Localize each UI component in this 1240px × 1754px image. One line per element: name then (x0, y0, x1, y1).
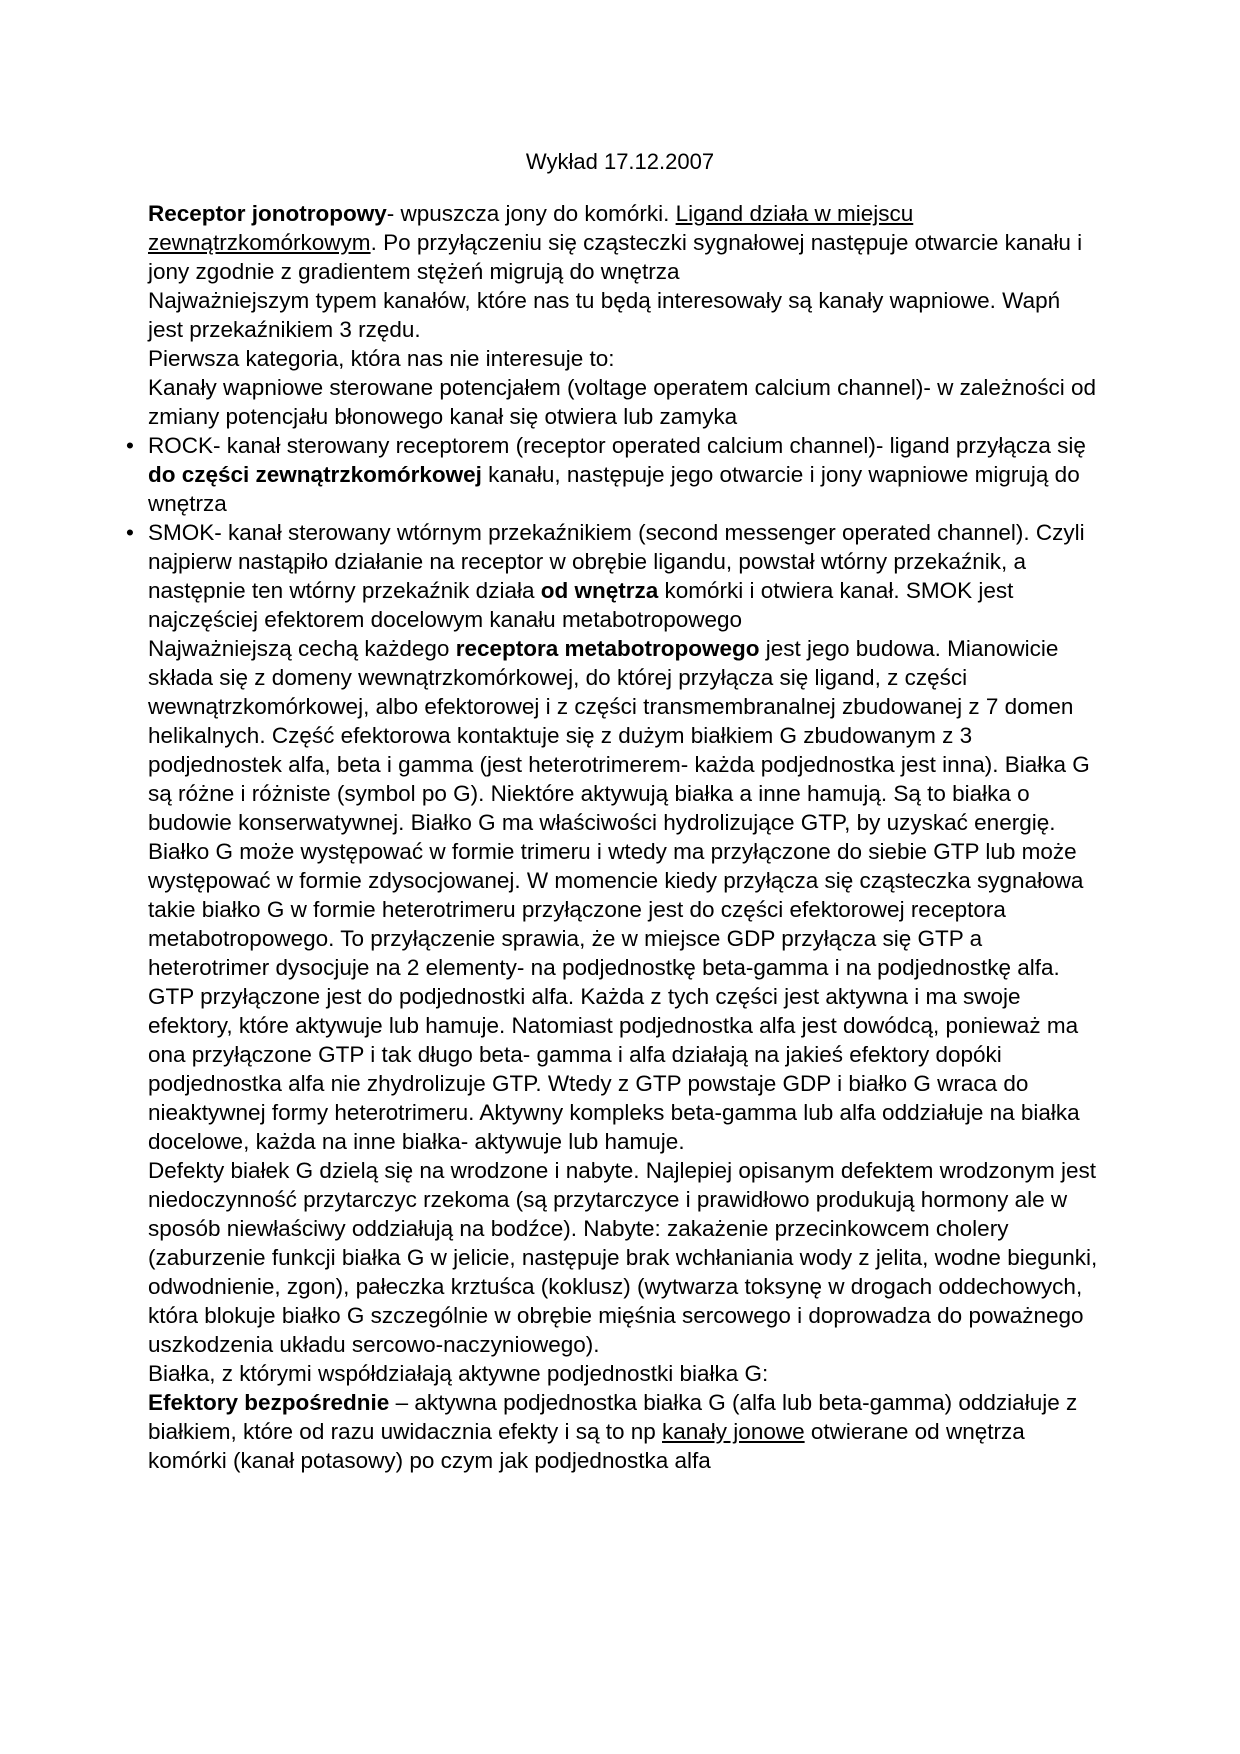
paragraph-receptor-jonotropowy (148, 199, 1098, 286)
bullet-item-rock (148, 431, 1098, 518)
text-segment: jest jego budowa. Mianowicie składa się z domeny wewnątrzkomórkowej, do której przyłącza się ligand, z części wewnątrzkomórkowej, albo efektorowej i z części transmembranalnej zbudowanej z 7 domen helikalnych. Część efektorowa kontaktuje się z dużym białkiem G zbudowanym z 3 podjednostek alfa, beta i gamma (jest heterotrimerem- każda podjednostka jest inna). Białka G są różne i różniste (symbol po G). Niektóre aktywują białka a inne hamują. Są to białka o budowie konserwatywnej. Białko G ma właściwości hydrolizujące GTP, by uzyskać energię. (148, 636, 1090, 835)
bold-phrase: do części zewnątrzkomórkowej (148, 462, 482, 487)
paragraph-bialka-wspoldzialajace (148, 1359, 1098, 1388)
term-receptor-jonotropowy: Receptor jonotropowy (148, 201, 387, 226)
paragraph-receptor-metabotropowy (148, 634, 1098, 837)
paragraph-pierwsza-kategoria (148, 344, 1098, 373)
text-segment: komórki i otwiera kanał. SMOK jest najczęściej efektorem docelowym kanału metabotropowego (148, 578, 1014, 632)
text-segment: SMOK- kanał sterowany wtórnym przekaźnikiem (second messenger operated channel). Czyli najpierw nastąpiło działanie na receptor w obrębie ligandu, powstał wtórny przekaźnik, a następnie ten wtórny przekaźnik działa (148, 520, 1085, 603)
text-segment: - wpuszcza jony do komórki. (386, 201, 676, 226)
term-receptor-metabotropowy: receptora metabotropowego (455, 636, 760, 661)
bullet-item-smok (148, 518, 1098, 634)
text-segment: . Po przyłączeniu się cząsteczki sygnałowej następuje otwarcie kanału i jony zgodnie z gradientem stężeń migrują do wnętrza (148, 230, 1083, 284)
text-segment: Najważniejszą cechą każdego (148, 636, 456, 661)
document-title: Wykład 17.12.2007 (525, 149, 715, 174)
paragraph-bialko-g (148, 837, 1098, 1156)
text-segment: kanału, następuje jego otwarcie i jony wapniowe migrują do wnętrza (148, 462, 1080, 516)
text-segment: Najważniejszym typem kanałów, które nas tu będą interesowały są kanały wapniowe. Wapń jest przekaźnikiem 3 rzędu. (148, 288, 1061, 342)
document-body (148, 199, 1098, 1475)
bold-phrase: od wnętrza (540, 578, 659, 603)
text-segment: ROCK- kanał sterowany receptorem (receptor operated calcium channel)- ligand przyłącza się (148, 433, 1086, 458)
paragraph-efektory-bezposrednie (148, 1388, 1098, 1475)
text-segment: Defekty białek G dzielą się na wrodzone i nabyte. Najlepiej opisanym defektem wrodzonym jest niedoczynność przytarczyc rzekoma (są przytarczyce i prawidłowo produkują hormony ale w sposób niewłaściwy oddziałują na bodźce). Nabyte: zakażenie przecinkowcem cholery (zaburzenie funkcji białka G w jelicie, następuje brak wchłaniania wody z jelita, wodne biegunki, odwodnienie, zgon), pałeczka krztuśca (koklusz) (wytwarza toksynę w drogach oddechowych, która blokuje białko G szczególnie w obrębie mięśnia sercowego i doprowadza do poważnego uszkodzenia układu sercowo-naczyniowego). (148, 1158, 1098, 1357)
underlined-phrase: Ligand działa w miejscu zewnątrzkomórkowym (148, 201, 914, 255)
paragraph-voltage-operated (148, 373, 1098, 431)
term-efektory-bezposrednie: Efektory bezpośrednie (148, 1390, 390, 1415)
paragraph-defekty-bialek-g (148, 1156, 1098, 1359)
text-segment: – aktywna podjednostka białka G (alfa lub beta-gamma) oddziałuje z białkiem, które od razu uwidacznia efekty i są to np (148, 1390, 1078, 1444)
text-segment: otwierane od wnętrza komórki (kanał potasowy) po czym jak podjednostka alfa (148, 1419, 1025, 1473)
text-segment: Pierwsza kategoria, która nas nie interesuje to: (148, 346, 615, 371)
paragraph-kanaly-wapniowe-intro (148, 286, 1098, 344)
text-segment: Białko G może występować w formie trimeru i wtedy ma przyłączone do siebie GTP lub może występować w formie zdysocjowanej. W momencie kiedy przyłącza się cząsteczka sygnałowa takie białko G w formie heterotrimeru przyłączone jest do części efektorowej receptora metabotropowego. To przyłączenie sprawia, że w miejsce GDP przyłącza się GTP a heterotrimer dysocjuje na 2 elementy- na podjednostkę beta-gamma i na podjednostkę alfa. GTP przyłączone jest do podjednostki alfa. Każda z tych części jest aktywna i ma swoje efektory, które aktywuje lub hamuje. Natomiast podjednostka alfa jest dowódcą, ponieważ ma ona przyłączone GTP i tak długo beta- gamma i alfa działają na jakieś efektory dopóki podjednostka alfa nie zhydrolizuje GTP. Wtedy z GTP powstaje GDP i białko G wraca do nieaktywnej formy heterotrimeru. Aktywny kompleks beta-gamma lub alfa oddziałuje na białka docelowe, każda na inne białka- aktywuje lub hamuje. (148, 839, 1084, 1154)
underlined-phrase: kanały jonowe (662, 1419, 805, 1444)
text-segment: Kanały wapniowe sterowane potencjałem (voltage operatem calcium channel)- w zależności od zmiany potencjału błonowego kanał się otwiera lub zamyka (148, 375, 1096, 429)
text-segment: Białka, z którymi współdziałają aktywne podjednostki białka G: (148, 1361, 769, 1386)
